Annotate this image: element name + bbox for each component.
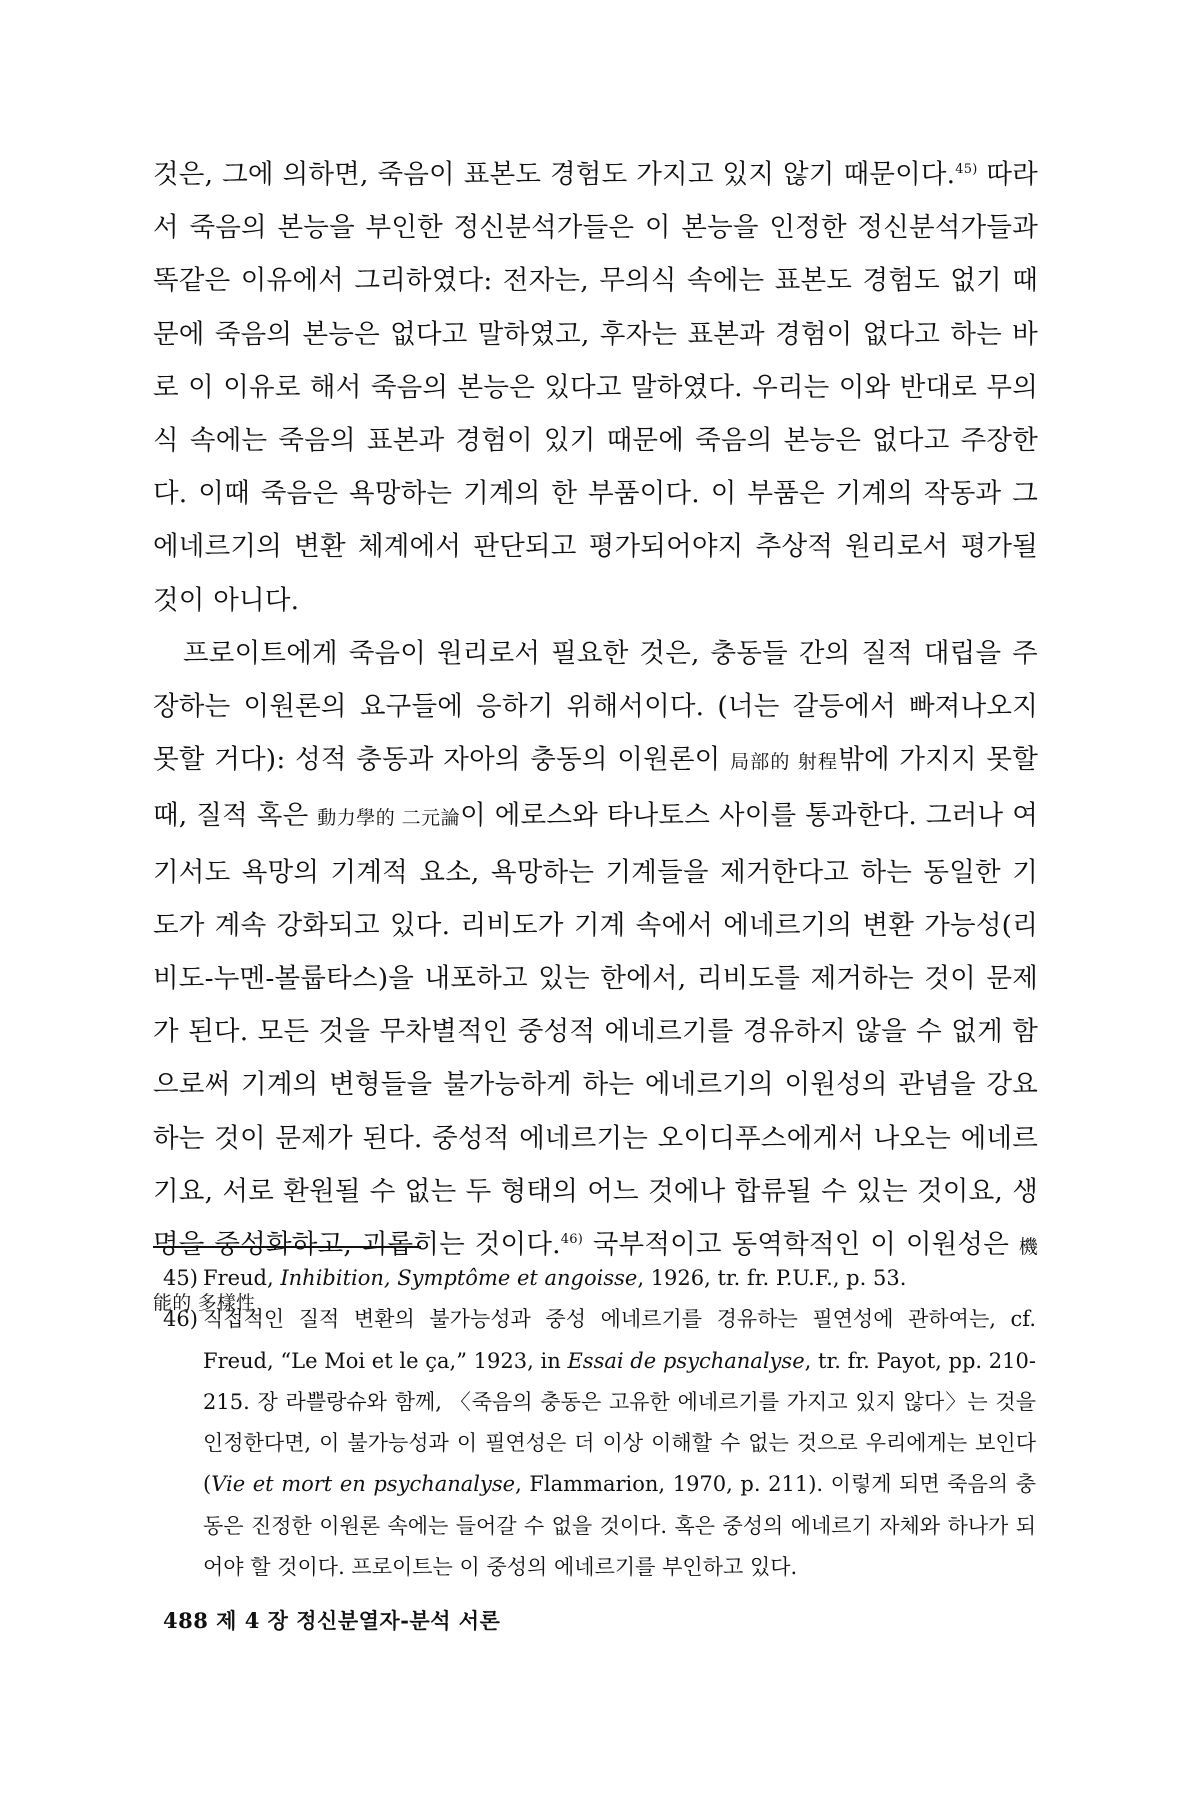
italic-title: Inhibition, Symptôme et angoisse: [280, 1266, 638, 1290]
text-run: 프로이트에게 죽음이 원리로서 필요한 것은, 충동들 간의 질적 대립을 주장하는 이원론의 요구들에 응하기 위해서이다. (너는 갈등에서 빠져나오지 못할 거다): 성적 충동과 자아의 충동의 이원론이: [153, 637, 1038, 776]
text-run: , Flammarion, 1970, p. 211). 이렇게 되면 죽음의 충동은 진정한 이원론 속에는 들어갈 수 없을 것이다. 혹은 중성의 에네르기 자체와 하나가 되어야 할 것이다. 프로이트는 이 중성의 에네르기를 부인하고 있다.: [203, 1472, 1037, 1580]
footnote-ref-46: 46): [560, 1232, 583, 1248]
text-run: 것은, 그에 의하면, 죽음이 표본도 경험도 가지고 있지 않기 때문이다.: [153, 159, 956, 190]
italic-title: Vie et mort en psychanalyse: [211, 1472, 516, 1497]
running-footer: [163, 1605, 500, 1635]
text-run: Freud,: [203, 1266, 281, 1290]
hanja-term: 動力學的 二元論: [317, 807, 461, 830]
footnote-divider: [153, 1246, 421, 1248]
footnote-45: [163, 1258, 1036, 1299]
text-run: 밖에 가지지 못할 때, 질적 혹은: [153, 744, 1039, 832]
footnote-number: 46): [163, 1307, 198, 1332]
footnotes: [163, 1258, 1036, 1588]
chapter-title: 제 4 장 정신분열자-분석 서론: [216, 1608, 501, 1633]
text-run: , 1926, tr. fr. P.U.F., p. 53.: [637, 1266, 907, 1290]
text-run: 직접적인 질적 변환의 불가능성과 중성 에네르기를 경유하는 필연성에 관하여는, cf. Freud, “Le Moi et le ça,” 1923, in: [203, 1307, 1036, 1373]
paragraph: [153, 148, 1038, 627]
footnote-46: [163, 1299, 1036, 1588]
text-run: , tr. fr. Payot, pp. 210-215. 장 라쁠랑슈와 함께, 〈죽음의 충동은 고유한 에네르기를 가지고 있지 않다〉는 것을 인정한다면, 이 불가능성과 이 필연성은 더 이상 이해할 수 없는 것으로 우리에게는 보인다(: [203, 1348, 1036, 1497]
text-run: 따라서 죽음의 본능을 부인한 정신분석가들은 이 본능을 인정한 정신분석가들과 똑같은 이유에서 그리하였다: 전자는, 무의식 속에는 표본도 경험도 없기 때문에 죽음의 본능은 없다고 말하였고, 후자는 표본과 경험이 없다고 하는 바로 이 이유로 해서 죽음의 본능은 있다고 말하였다. 우리는 이와 반대로 무의식 속에는 죽음의 표본과 경험이 있기 때문에 죽음의 본능은 없다고 주장한다. 이때 죽음은 욕망하는 기계의 한 부품이다. 이 부품은 기계의 작동과 그 에네르기의 변환 체계에서 판단되고 평가되어야지 추상적 원리로서 평가될 것이 아니다.: [153, 159, 1038, 616]
footnote-text: [203, 1258, 1036, 1299]
footnote-text: [203, 1299, 1036, 1588]
italic-title: Essai de psychanalyse: [567, 1348, 805, 1373]
page-number: 488: [163, 1608, 209, 1633]
hanja-term: 局部的 射程: [730, 751, 839, 774]
text-run: 이 에로스와 타나토스 사이를 통과한다. 그러나 여기서도 욕망의 기계적 요소, 욕망하는 기계들을 제거한다고 하는 동일한 기도가 계속 강화되고 있다. 리비도가 기계 속에서 에네르기의 변환 가능성(리비도-누멘-볼룹타스)을 내포하고 있는 한에서, 리비도를 제거하는 것이 문제가 된다. 모든 것을 무차별적인 중성적 에네르기를 경유하지 않을 수 없게 함으로써 기계의 변형들을 불가능하게 하는 에네르기의 이원성의 관념을 강요하는 것이 문제가 된다. 중성적 에네르기는 오이디푸스에게서 나오는 에네르기요, 서로 환원될 수 없는 두 형태의 어느 것에나 합류될 수 있는 것이요, 생명을 중성화하고, 괴롭히는 것이다.: [153, 800, 1038, 1261]
body-text: [153, 148, 1038, 1330]
footnote-number: 45): [163, 1266, 198, 1290]
text-run: 국부적이고 동역학적인 이 이원성은: [582, 1229, 1019, 1261]
footnote-ref-45: 45): [955, 162, 978, 178]
paragraph: [153, 627, 1038, 1331]
hanja-term: 機能的 多樣性: [153, 1236, 1038, 1315]
